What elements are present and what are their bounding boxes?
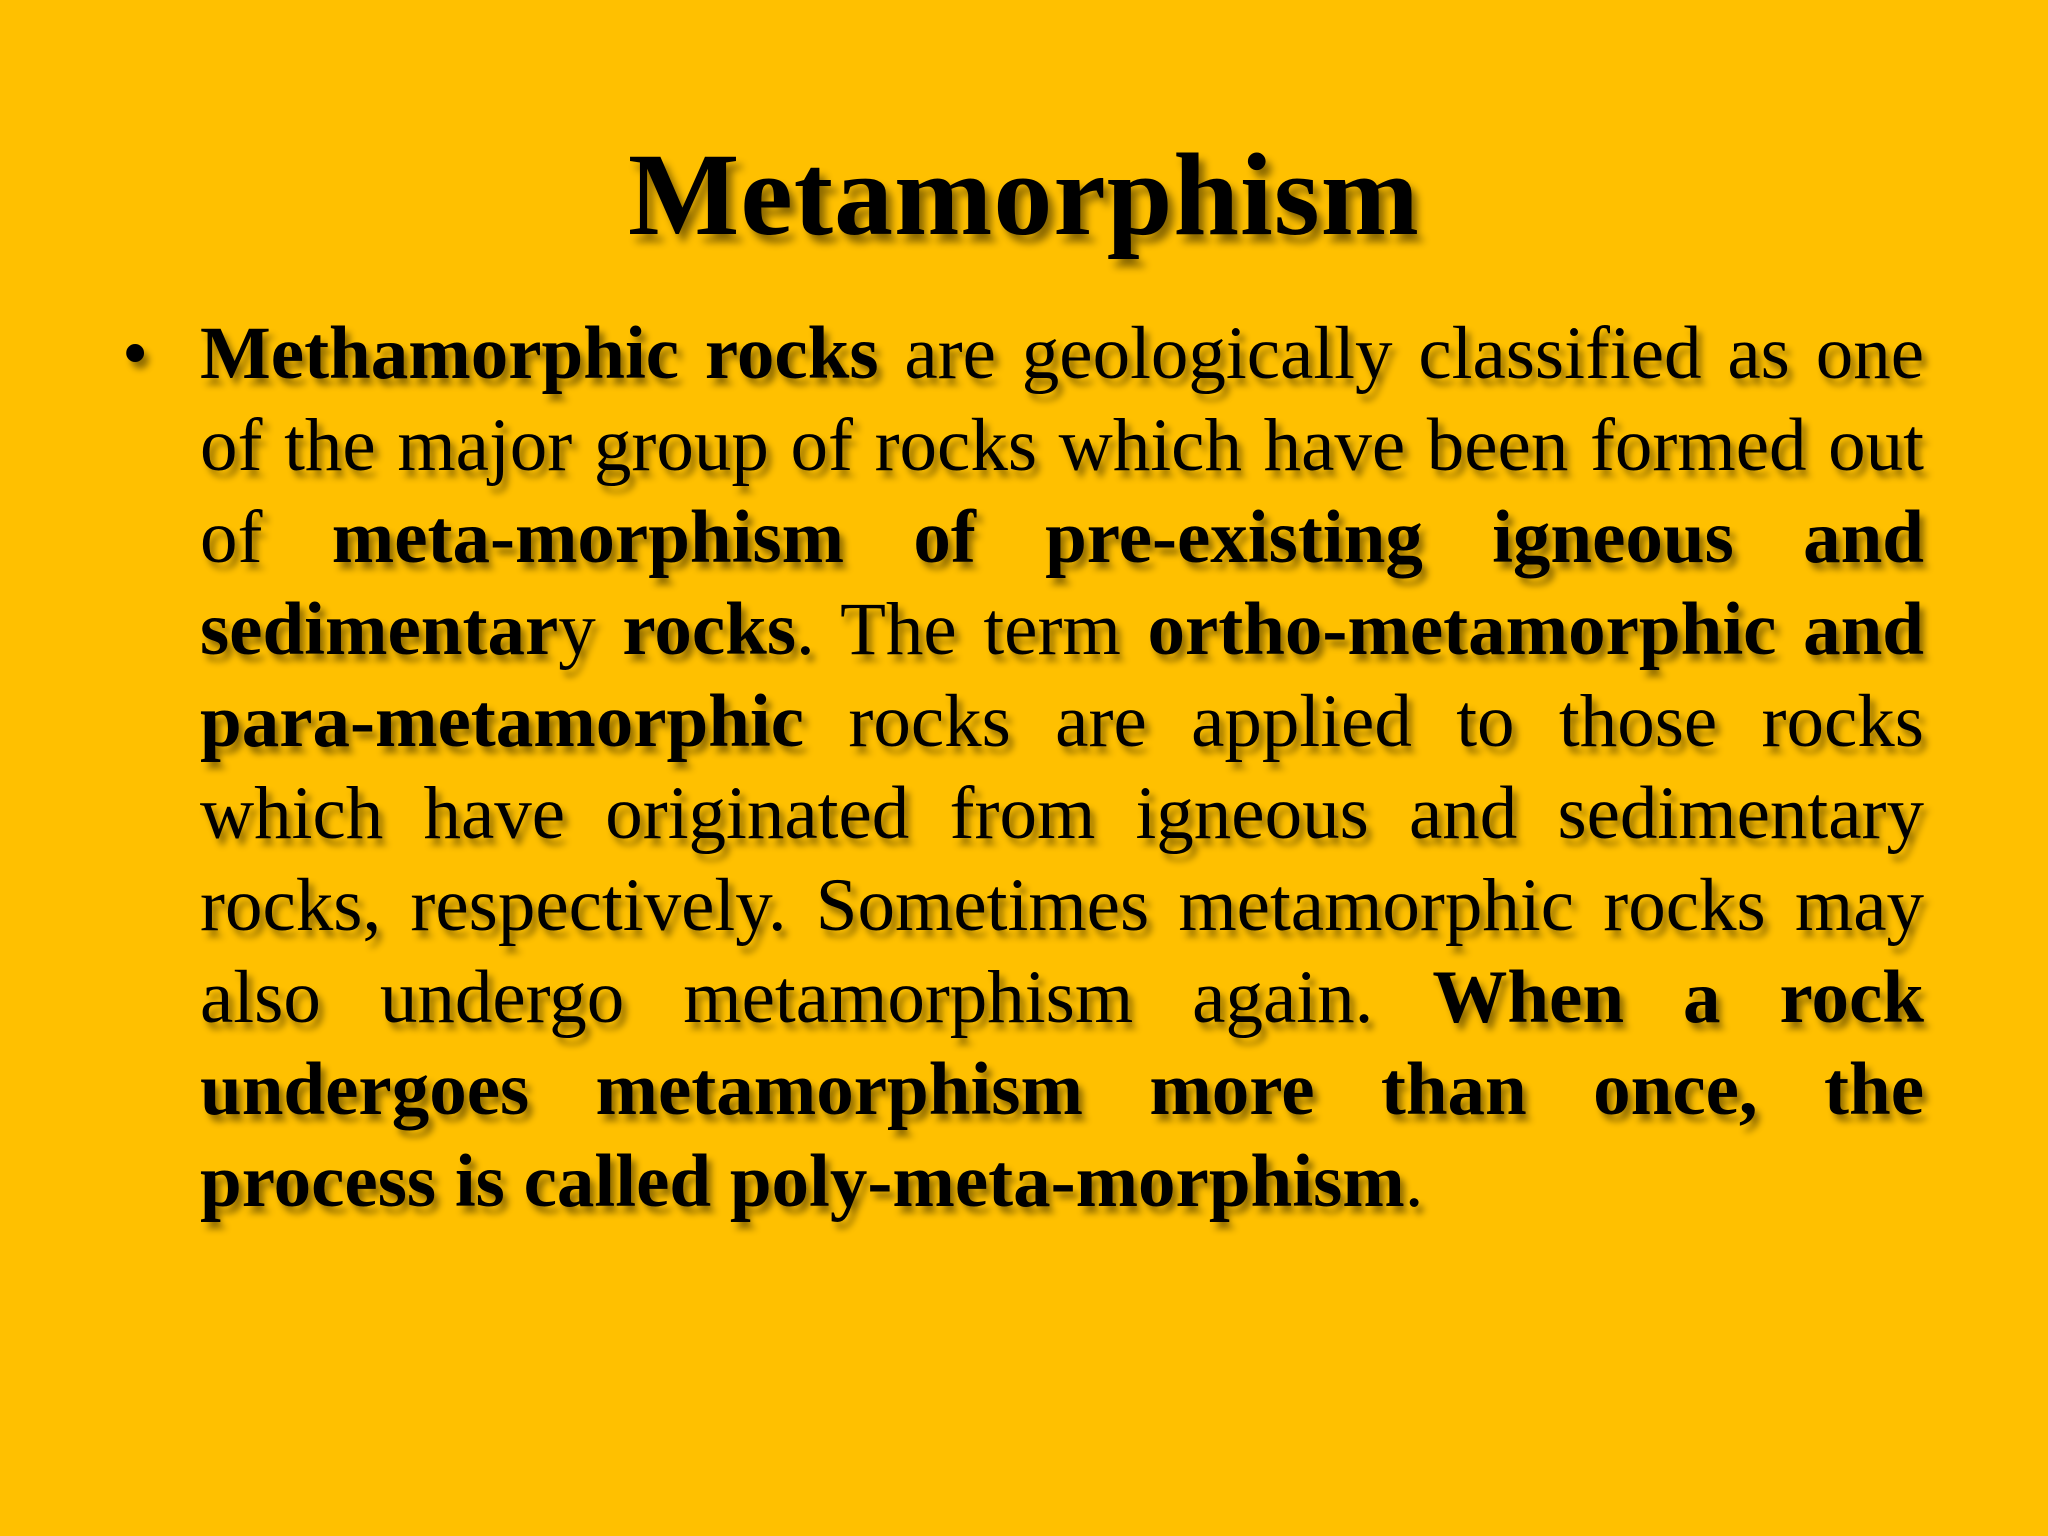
text-run: . The term [796, 588, 1148, 671]
slide-title: Metamorphism [628, 129, 1420, 260]
text-run: rocks are applied to those rocks which have originated from igneous and sedimentary rocks, respectively. Sometimes metamorphic rocks may also undergo metamorphism again. [200, 680, 1924, 1039]
text-run: When a rock undergoes metamorphism more than once, the process is called poly-meta-morphism [200, 956, 1924, 1223]
bullet-marker: • [122, 312, 149, 395]
text-run: meta-morphism of pre-existing igneous and sedimentar [200, 496, 1924, 671]
text-run: Methamorphic rocks [200, 312, 879, 395]
bullet-paragraph [200, 308, 1924, 1228]
text-run: y [558, 588, 623, 671]
text-run: ortho-metamorphic and para-metamorphic [200, 588, 1925, 763]
text-run: rocks [622, 588, 797, 671]
text-run: . [1404, 1140, 1424, 1223]
bullet-list-item [122, 308, 1925, 1228]
text-run: are geologically classified as one of the major group of rocks which have been formed out of [200, 312, 1924, 579]
